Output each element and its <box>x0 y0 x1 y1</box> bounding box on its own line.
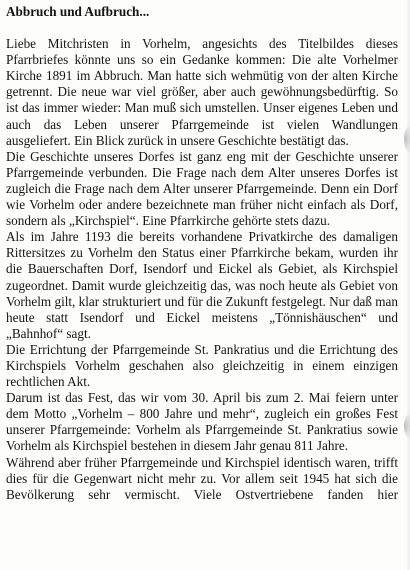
paragraph-greeting: Liebe Mitchristen in Vorhelm, angesichts des Titelbildes dieses Pfarrbriefes könnte uns so ein Gedanke kommen: Die alte Vorhelmer Kirche 1891 im Abbruch. Man hatte sich wehmütig von der alten Kirche getrennt. Die neue war viel größer, aber auch gewöhnungsbedürftig. So ist das immer wieder: Man muß sich umstellen. Unser eigenes Leben und auch das Leben unserer Pfarrgemeinde ist vielen Wandlungen ausgeliefert. Ein Blick zurück in unsere Geschichte bestätigt das. <box>6 36 398 148</box>
article-title: Abbruch und Aufbruch... <box>6 4 150 19</box>
paragraph-village-history: Die Geschichte unseres Dorfes ist ganz eng mit der Geschichte unserer Pfarrgemeinde verbunden. Die Frage nach dem Alter unseres Dorfes ist zugleich die Frage nach dem Alter unserer Pfarrgemeinde. Denn ein Dorf wie Vorhelm oder andere bezeichnete man früher nicht einfach als Dorf, sondern als „Kirchspiel“. Eine Pfarrkirche gehörte stets dazu. <box>6 148 398 229</box>
paragraph-present-day: Während aber früher Pfarrgemeinde und Kirchspiel identisch waren, trifft dies für die Gegenwart nicht mehr zu. Vor allem seit 1945 hat sich die Bevölkerung sehr vermischt. Viele Ostvertriebene fanden hier <box>6 454 398 502</box>
paragraph-founding-act: Die Errichtung der Pfarrgemeinde St. Pankratius und die Errichtung des Kirchspiels Vorhelm geschahen also gleichzeitig in einem einzigen rechtlichen Akt. <box>6 341 398 390</box>
article-body <box>6 4 398 503</box>
paragraph-year-1193: Als im Jahre 1193 die bereits vorhandene Privatkirche des damaligen Rittersitzes zu Vorhelm den Status einer Pfarrkirche bekam, wurden ihr die Bauerschaften Dorf, Isendorf und Eickel als Gebiet, als Kirchspiel zugeordnet. Damit wurde gleichzeitig das, was noch heute als Gebiet von Vorhelm gilt, klar strukturiert und für die Zukunft festgelegt. Nur daß man heute statt Isendorf und Eickel meistens „Tönnishäuschen“ und „Bahnhof“ sagt. <box>6 229 398 341</box>
page-edge-shadow <box>406 0 410 570</box>
paragraph-festival: Darum ist das Fest, das wir vom 30. April bis zum 2. Mai feiern unter dem Motto „Vorhelm – 800 Jahre und mehr“, zugleich ein großes Fest unserer Pfarrgemeinde: Vorhelm als Pfarrgemeinde St. Pankratius sowie Vorhelm als Kirchspiel bestehen in diesem Jahr genau 811 Jahre. <box>6 390 398 454</box>
